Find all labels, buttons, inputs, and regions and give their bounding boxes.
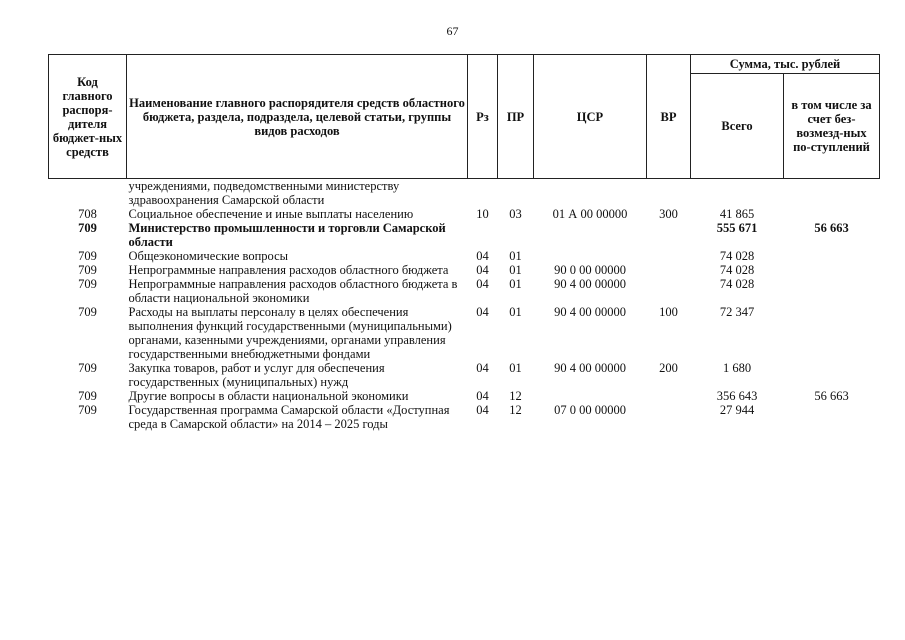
cell-rz <box>468 179 498 208</box>
cell-total: 27 944 <box>719 403 755 417</box>
cell-pr: 01 <box>509 305 522 319</box>
cell-rz: 04 <box>476 403 489 417</box>
cell-code: 709 <box>78 305 97 319</box>
cell-code: 708 <box>78 207 97 221</box>
cell-incl <box>784 277 880 305</box>
cell-name: Закупка товаров, работ и услуг для обеспечения государственных (муниципальных) нужд <box>128 361 385 389</box>
cell-code <box>49 179 127 208</box>
cell-code: 709 <box>78 249 97 263</box>
cell-csr: 90 4 00 00000 <box>554 305 626 319</box>
cell-total <box>691 179 784 208</box>
cell-csr: 90 0 00 00000 <box>554 263 626 277</box>
cell-csr <box>534 389 647 403</box>
cell-vr: 100 <box>659 305 678 319</box>
table-row <box>49 179 880 208</box>
cell-pr: 01 <box>509 361 522 375</box>
cell-total: 74 028 <box>719 277 755 291</box>
cell-incl: 56 663 <box>814 389 849 403</box>
cell-pr <box>498 221 534 249</box>
table-row <box>49 403 880 431</box>
cell-rz: 04 <box>476 361 489 375</box>
cell-incl <box>784 249 880 263</box>
cell-code: 709 <box>78 389 97 403</box>
cell-incl <box>784 403 880 431</box>
cell-name: Непрограммные направления расходов областного бюджета в области национальной экономики <box>128 277 458 305</box>
cell-csr: 07 0 00 00000 <box>554 403 626 417</box>
header-pr: ПР <box>498 55 534 179</box>
cell-vr: 300 <box>659 207 678 221</box>
budget-table <box>48 54 880 431</box>
cell-rz <box>468 221 498 249</box>
cell-name: Непрограммные направления расходов областного бюджета <box>128 263 449 277</box>
page-number: 67 <box>446 24 459 38</box>
cell-code: 709 <box>78 277 97 291</box>
cell-code: 709 <box>78 221 97 235</box>
cell-name: Другие вопросы в области национальной экономики <box>128 389 409 403</box>
cell-incl: 56 663 <box>814 221 849 235</box>
table-row <box>49 277 880 305</box>
table-row <box>49 361 880 389</box>
cell-code: 709 <box>78 263 97 277</box>
cell-csr <box>534 249 647 263</box>
cell-csr <box>534 221 647 249</box>
cell-rz: 04 <box>476 389 489 403</box>
cell-pr: 01 <box>509 277 522 291</box>
cell-incl <box>784 361 880 389</box>
cell-csr: 90 4 00 00000 <box>554 277 626 291</box>
cell-code: 709 <box>78 403 97 417</box>
cell-incl <box>784 263 880 277</box>
cell-total: 74 028 <box>719 263 755 277</box>
cell-total: 1 680 <box>722 361 752 375</box>
table-header <box>49 55 880 179</box>
table-row <box>49 221 880 249</box>
table-row <box>49 263 880 277</box>
header-name: Наименование главного распорядителя средств областного бюджета, раздела, подраздела, целевой статьи, группы видов расходов <box>127 55 468 179</box>
cell-rz: 04 <box>476 249 489 263</box>
cell-csr <box>534 179 647 208</box>
table-row <box>49 389 880 403</box>
cell-pr: 01 <box>509 263 522 277</box>
cell-csr: 01 А 00 00000 <box>552 207 628 221</box>
cell-rz: 10 <box>476 207 489 221</box>
cell-vr <box>647 249 691 263</box>
cell-name: Государственная программа Самарской области «Доступная среда в Самарской области» на 2014 – 2025 годы <box>128 403 450 431</box>
cell-name: учреждениями, подведомственными министерству здравоохранения Самарской области <box>128 179 400 207</box>
cell-pr: 12 <box>509 389 522 403</box>
cell-vr <box>647 389 691 403</box>
cell-total: 555 671 <box>716 221 758 235</box>
header-csr: ЦСР <box>534 55 647 179</box>
cell-name: Расходы на выплаты персоналу в целях обеспечения выполнения функций государственными (муниципальными) органами, казенными учреждениями, органами управления государственными внебюджетными фондами <box>128 305 452 361</box>
header-vr: ВР <box>647 55 691 179</box>
header-incl: в том числе за счет без-возмезд-ных по-ступлений <box>784 74 880 179</box>
cell-csr: 90 4 00 00000 <box>554 361 626 375</box>
table-body <box>49 179 880 432</box>
table-row <box>49 249 880 263</box>
cell-name: Министерство промышленности и торговли Самарской области <box>128 221 446 249</box>
cell-code: 709 <box>78 361 97 375</box>
cell-rz: 04 <box>476 305 489 319</box>
cell-total: 41 865 <box>719 207 755 221</box>
cell-rz: 04 <box>476 277 489 291</box>
cell-total: 356 643 <box>716 389 758 403</box>
cell-incl <box>784 207 880 221</box>
table-row <box>49 305 880 361</box>
cell-pr: 01 <box>509 249 522 263</box>
cell-total: 72 347 <box>719 305 755 319</box>
cell-total: 74 028 <box>719 249 755 263</box>
cell-rz: 04 <box>476 263 489 277</box>
cell-vr <box>647 221 691 249</box>
cell-name: Социальное обеспечение и иные выплаты населению <box>128 207 414 221</box>
cell-vr <box>647 179 691 208</box>
cell-vr <box>647 403 691 431</box>
cell-name: Общеэкономические вопросы <box>128 249 289 263</box>
header-rz: Рз <box>468 55 498 179</box>
cell-incl <box>784 305 880 361</box>
cell-vr: 200 <box>659 361 678 375</box>
cell-pr: 12 <box>509 403 522 417</box>
header-sum: Сумма, тыс. рублей <box>691 55 880 74</box>
cell-vr <box>647 277 691 305</box>
header-total: Всего <box>691 74 784 179</box>
cell-pr <box>498 179 534 208</box>
cell-pr: 03 <box>509 207 522 221</box>
cell-vr <box>647 263 691 277</box>
header-code: Код главного распоря-дителя бюджет-ных средств <box>49 55 127 179</box>
table-row <box>49 207 880 221</box>
cell-incl <box>784 179 880 208</box>
